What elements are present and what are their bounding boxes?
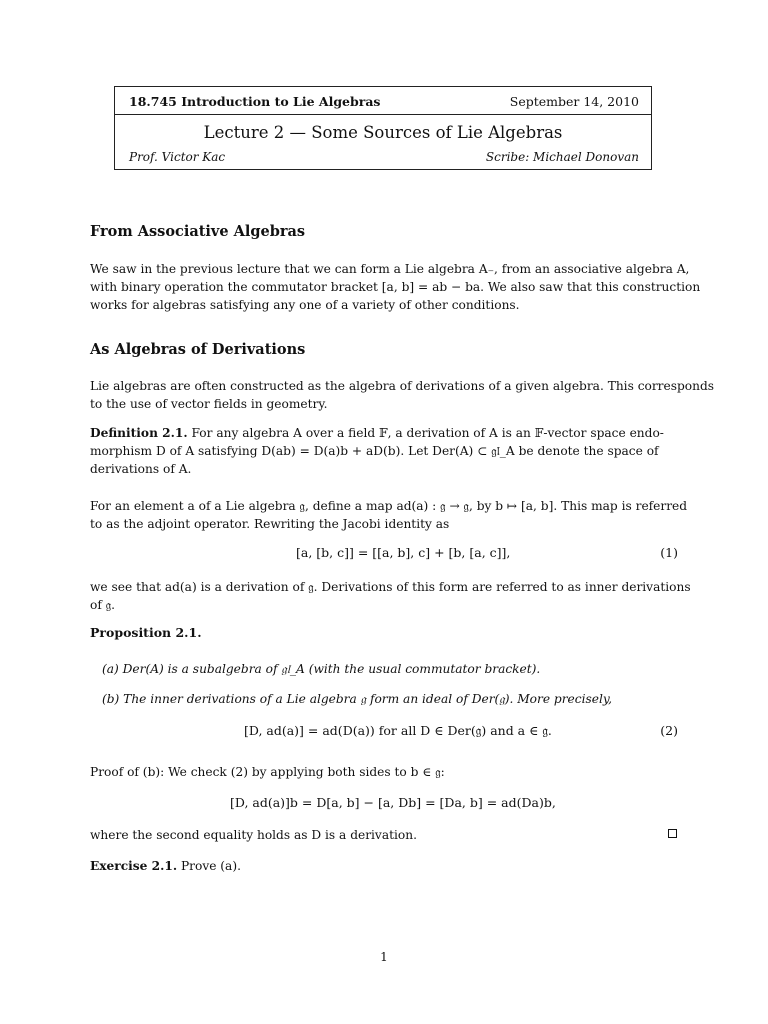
proof-closing [90, 826, 680, 844]
text-line: derivations of A. [90, 462, 192, 476]
inner-derivations-paragraph [90, 578, 691, 614]
text-line: of 𝔤. [90, 598, 116, 612]
text-line: We saw in the previous lecture that we can form a Lie algebra A₋, from an associative algebra A, [90, 262, 690, 276]
adjoint-paragraph [90, 497, 688, 533]
lecture-date: September 14, 2010 [509, 94, 639, 109]
text-line: with binary operation the commutator bracket [a, b] = ab − ba. We also saw that this construction [90, 280, 701, 294]
text-line: to the use of vector fields in geometry. [90, 397, 328, 411]
text-line: Proof of (b): We check (2) by applying both sides to b ∈ 𝔤: [90, 765, 445, 779]
lecture-title: Lecture 2 — Some Sources of Lie Algebras [203, 123, 563, 142]
ideal-equation: [D, ad(a)] = ad(D(a)) for all D ∈ Der(𝔤) and a ∈ 𝔤. [244, 723, 552, 738]
proof-equation: [D, ad(a)]b = D[a, b] − [a, Db] = [Da, b] = ad(Da)b, [230, 795, 556, 810]
paragraph-associative [90, 260, 701, 314]
page-number: 1 [380, 950, 388, 964]
text-line: we see that ad(a) is a derivation of 𝔤. Derivations of this form are referred to as inner derivations [90, 580, 691, 594]
scribe-name: Scribe: Michael Donovan [485, 150, 639, 164]
definition-label: Definition 2.1. [90, 426, 188, 440]
jacobi-equation: [a, [b, c]] = [[a, b], c] + [b, [a, c]], [296, 545, 511, 560]
course-title: 18.745 Introduction to Lie Algebras [129, 94, 381, 109]
section-heading-derivations: As Algebras of Derivations [90, 341, 306, 358]
definition-text: For any algebra A over a field 𝔽, a derivation of A is an 𝔽-vector space endo- [191, 426, 664, 440]
proposition-item-b: (b) The inner derivations of a Lie algebra 𝔤 form an ideal of Der(𝔤). More precisely, [102, 692, 612, 706]
definition-line [90, 424, 680, 442]
text-line: morphism D of A satisfying D(ab) = D(a)b + aD(b). Let Der(A) ⊂ 𝔤𝔩_A be denote the space of [90, 444, 659, 458]
paragraph-derivations [90, 377, 715, 413]
exercise-label: Exercise 2.1. [90, 859, 178, 873]
header-divider [115, 114, 651, 115]
text-line: For an element a of a Lie algebra 𝔤, define a map ad(a) : 𝔤 → 𝔤, by b ↦ [a, b]. This map is referred [90, 499, 688, 513]
text-line: where the second equality holds as D is a derivation. [90, 828, 417, 842]
section-heading-associative: From Associative Algebras [90, 223, 306, 240]
proof-intro [90, 763, 680, 781]
header-top-row [129, 94, 639, 109]
exercise-line [90, 857, 680, 875]
text-line: to as the adjoint operator. Rewriting the Jacobi identity as [90, 517, 450, 531]
lecture-header-box [114, 86, 652, 170]
definition-block [90, 424, 680, 478]
text-line: works for algebras satisfying any one of a variety of other conditions. [90, 298, 520, 312]
equation-number-1: (1) [660, 545, 678, 560]
professor-name: Prof. Victor Kac [129, 150, 226, 164]
header-bottom-row [129, 150, 639, 164]
qed-square-icon [668, 829, 677, 838]
proposition-label: Proposition 2.1. [90, 625, 202, 640]
proposition-item-a: (a) Der(A) is a subalgebra of 𝔤𝔩_A (with the usual commutator bracket). [102, 662, 541, 676]
text-line: Lie algebras are often constructed as the algebra of derivations of a given algebra. This corresponds [90, 379, 715, 393]
exercise-block [90, 857, 680, 875]
exercise-text: Prove (a). [180, 859, 241, 873]
equation-number-2: (2) [660, 723, 678, 738]
